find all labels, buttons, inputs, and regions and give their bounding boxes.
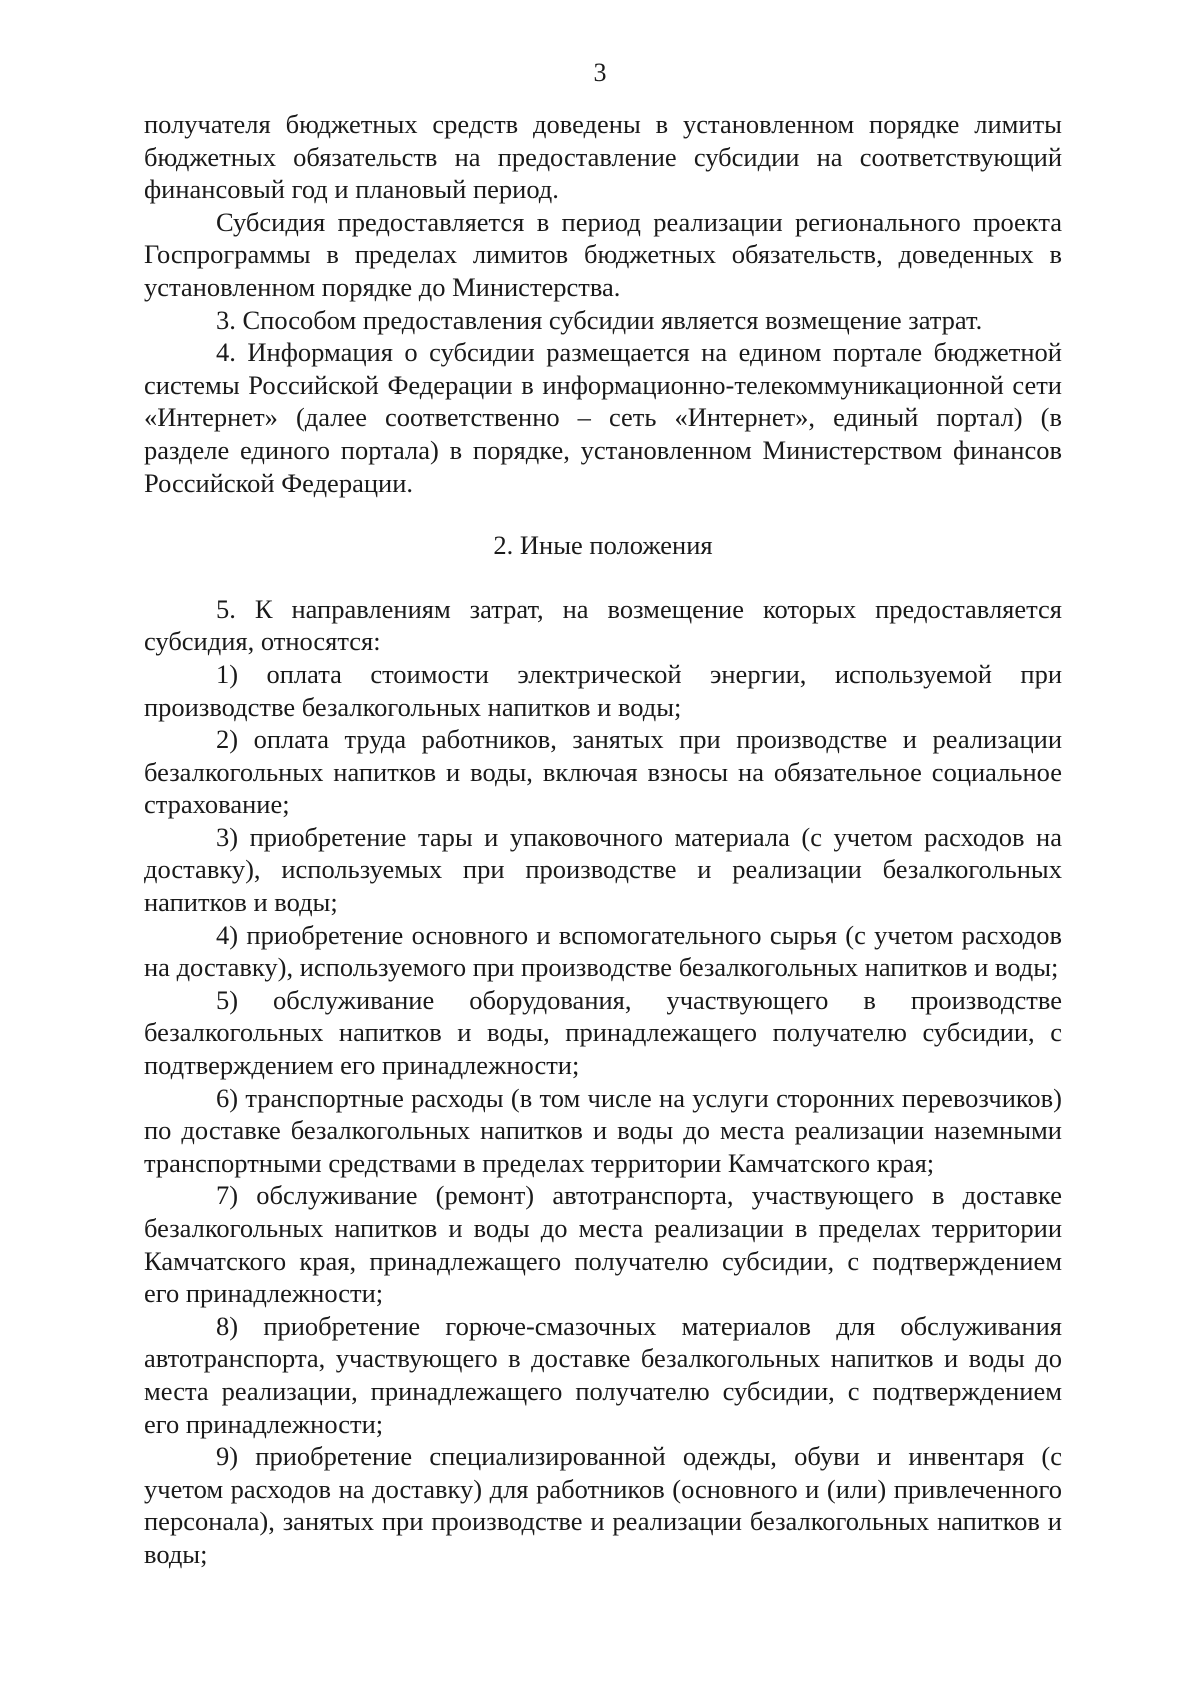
list-item-3: 3) приобретение тары и упаковочного материала (с учетом расходов на доставку), используемых при производстве и реализации безалкогольных напитков и воды; [144,821,1062,918]
document-body [144,108,1062,1571]
list-item-6: 6) транспортные расходы (в том числе на услуги сторонних перевозчиков) по доставке безалкогольных напитков и воды до места реализации наземными транспортными средствами в пределах территории Камчатского края; [144,1082,1062,1178]
list-item-9: 9) приобретение специализированной одежды, обуви и инвентаря (с учетом расходов на доставку) для работников (основного и (или) привлеченного персонала), занятых при производстве и реализации безалкогольных напитков и воды; [144,1441,1062,1569]
page-number: 3 [593,58,607,87]
list-item-1: 1) оплата стоимости электрической энергии, используемой при производстве безалкогольных напитков и воды; [144,658,1062,722]
paragraph-item-4: 4. Информация о субсидии размещается на едином портале бюджетной системы Российской Федерации в информационно-телекоммуникационной сети «Интернет» (далее соответственно – сеть «Интернет», единый портал) (в разделе единого портала) в порядке, установленном Министерством финансов Российской Федерации. [144,337,1062,498]
list-item-4: 4) приобретение основного и вспомогательного сырья (с учетом расходов на доставку), используемого при производстве безалкогольных напитков и воды; [144,919,1062,983]
list-item-7: 7) обслуживание (ремонт) автотранспорта, участвующего в доставке безалкогольных напитков и воды до места реализации в пределах территории Камчатского края, принадлежащего получателю субсидии, с подтверждением его принадлежности; [144,1180,1062,1309]
list-item-5: 5) обслуживание оборудования, участвующего в производстве безалкогольных напитков и воды, принадлежащего получателю субсидии, с подтверждением его принадлежности; [144,984,1062,1081]
list-item-8: 8) приобретение горюче-смазочных материалов для обслуживания автотранспорта, участвующего в доставке безалкогольных напитков и воды до места реализации, принадлежащего получателю субсидии, с подтверждением его принадлежности; [144,1310,1062,1439]
list-item-2: 2) оплата труда работников, занятых при производстве и реализации безалкогольных напитков и воды, включая взносы на обязательное социальное страхование; [144,724,1062,820]
paragraph-subsidy-period: Субсидия предоставляется в период реализации регионального проекта Госпрограммы в пределах лимитов бюджетных обязательств, доведенных в установленном порядке до Министерства. [144,206,1062,302]
paragraph-budget-limits: получателя бюджетных средств доведены в установленном порядке лимиты бюджетных обязательств на предоставление субсидии на соответствующий финансовый год и плановый период. [144,109,1062,205]
section-heading: 2. Иные положения [493,530,713,561]
paragraph-item-5: 5. К направлениям затрат, на возмещение которых предоставляется субсидия, относятся: [144,593,1062,657]
paragraph-item-3: 3. Способом предоставления субсидии является возмещение затрат. [216,304,983,335]
